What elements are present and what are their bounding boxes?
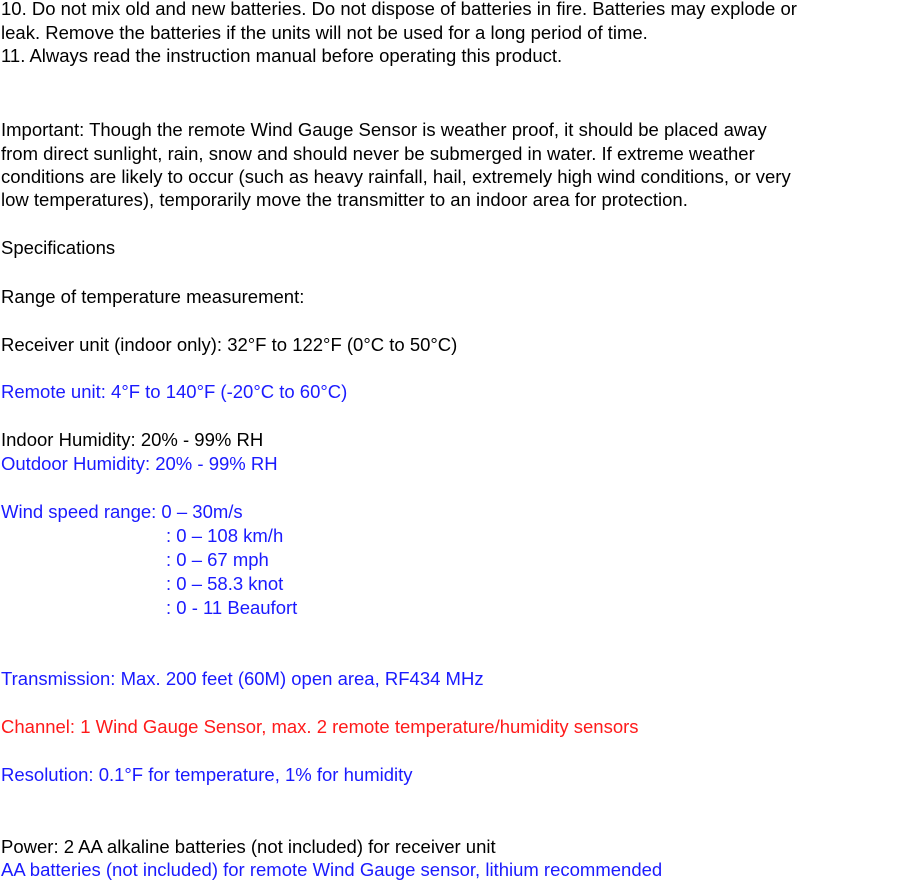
remote-temperature-range: Remote unit: 4°F to 140°F (-20°C to 60°C) — [1, 381, 348, 402]
wind-speed-beaufort: : 0 - 11 Beaufort — [166, 597, 298, 618]
power-spec: Power: 2 AA alkaline batteries (not included) for receiver unit — [1, 836, 496, 857]
outdoor-humidity: Outdoor Humidity: 20% - 99% RH — [1, 453, 278, 474]
important-line-1: Important: Though the remote Wind Gauge Sensor is weather proof, it should be placed away — [1, 119, 767, 140]
transmission-spec: Transmission: Max. 200 feet (60M) open area, RF434 MHz — [1, 668, 484, 689]
wind-speed-mph: : 0 – 67 mph — [166, 549, 269, 570]
important-line-3: conditions are likely to occur (such as heavy rainfall, hail, extremely high wind conditions, or very — [1, 166, 791, 187]
battery-warning-line-2: leak. Remove the batteries if the units will not be used for a long period of time. — [1, 22, 648, 43]
temperature-range-heading: Range of temperature measurement: — [1, 286, 305, 307]
indoor-humidity: Indoor Humidity: 20% - 99% RH — [1, 429, 264, 450]
battery-warning-line-1: 10. Do not mix old and new batteries. Do not dispose of batteries in fire. Batteries may explode or — [1, 0, 797, 19]
remote-batteries-spec: AA batteries (not included) for remote Wind Gauge sensor, lithium recommended — [1, 859, 663, 880]
channel-spec: Channel: 1 Wind Gauge Sensor, max. 2 remote temperature/humidity sensors — [1, 716, 639, 737]
important-line-2: from direct sunlight, rain, snow and should never be submerged in water. If extreme weather — [1, 143, 755, 164]
wind-speed-range: Wind speed range: 0 – 30m/s — [1, 501, 243, 522]
specifications-heading: Specifications — [1, 237, 116, 258]
important-line-4: low temperatures), temporarily move the transmitter to an indoor area for protection. — [1, 189, 688, 210]
manual-note: 11. Always read the instruction manual before operating this product. — [1, 45, 563, 66]
wind-speed-kmh: : 0 – 108 km/h — [166, 525, 284, 546]
resolution-spec: Resolution: 0.1°F for temperature, 1% for humidity — [1, 764, 413, 785]
receiver-temperature-range: Receiver unit (indoor only): 32°F to 122°F (0°C to 50°C) — [1, 334, 458, 355]
wind-speed-knot: : 0 – 58.3 knot — [166, 573, 284, 594]
